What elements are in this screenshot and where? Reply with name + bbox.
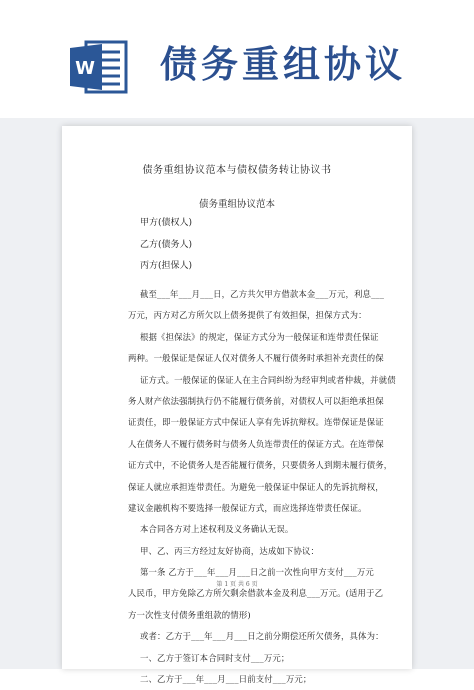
body-line: 证方式。一般保证的保证人在主合同纠纷为经审判或者仲裁，并就债 (140, 374, 396, 385)
body-line: 本合同各方对上述权利及义务确认无误。 (140, 524, 294, 535)
body-line: 根据《担保法》的规定，保证方式分为一般保证和连带责任保证 (140, 331, 379, 342)
document-page (62, 126, 412, 685)
body-line: 人民币，甲方免除乙方所欠剩余借款本金及利息___万元。(适用于乙 (128, 588, 384, 599)
document-title: 债务重组协议范本与债权债务转让协议书 (142, 165, 332, 176)
body-line: 建议金融机构不要选择一般保证方式，而应选择连带责任保证。 (128, 502, 367, 513)
word-document-icon (68, 38, 130, 96)
banner-title: 债务重组协议 (160, 43, 406, 86)
body-line: 第一条 乙方于___年___月___日之前一次性向甲方支付___万元 (140, 567, 374, 578)
body-line: 万元，丙方对乙方所欠以上债务提供了有效担保，担保方式为： (128, 310, 367, 321)
body-line: 证责任，即一般保证方式中保证人享有先诉抗辩权。连带保证是保证 (128, 417, 384, 428)
body-line: 证方式中，不论债务人是否能履行债务，只要债务人到期未履行债务， (128, 460, 393, 471)
document-body (128, 284, 400, 690)
party-guarantor: 丙方(担保人) (140, 261, 193, 271)
party-creditor: 甲方(债权人) (140, 218, 193, 228)
body-line: 人在债务人不履行债务时与债务人负连带责任的保证方式。在连带保 (128, 438, 384, 449)
body-line: 务人财产依法强制执行仍不能履行债务前，对债权人可以拒绝承担保 (128, 395, 384, 406)
body-line: 一、乙方于签订本合同时支付___万元； (140, 652, 290, 663)
body-line: 二、乙方于___年___月___日前支付___万元； (140, 674, 312, 685)
body-line: 甲、乙、丙三方经过友好协商，达成如下协议： (140, 545, 320, 556)
page-number: 第 1 页 共 6 页 (216, 581, 258, 588)
header-banner (0, 0, 474, 118)
document-subtitle: 债务重组协议范本 (198, 199, 275, 210)
word-icon-letter: W (75, 58, 95, 79)
body-line: 两种。一般保证是保证人仅对债务人不履行债务时承担补充责任的保 (128, 353, 384, 364)
party-debtor: 乙方(债务人) (140, 240, 193, 250)
body-line: 或者：乙方于___年___月___日之前分期偿还所欠债务，具体为： (140, 631, 384, 642)
body-line: 保证人就应承担连带责任。为避免一般保证中保证人的先诉抗辩权， (128, 481, 384, 492)
body-line: 方一次性支付债务重组款的情形) (128, 609, 251, 620)
body-line: 截至___年___月___日，乙方共欠甲方借款本金___万元，利息___ (140, 289, 385, 299)
